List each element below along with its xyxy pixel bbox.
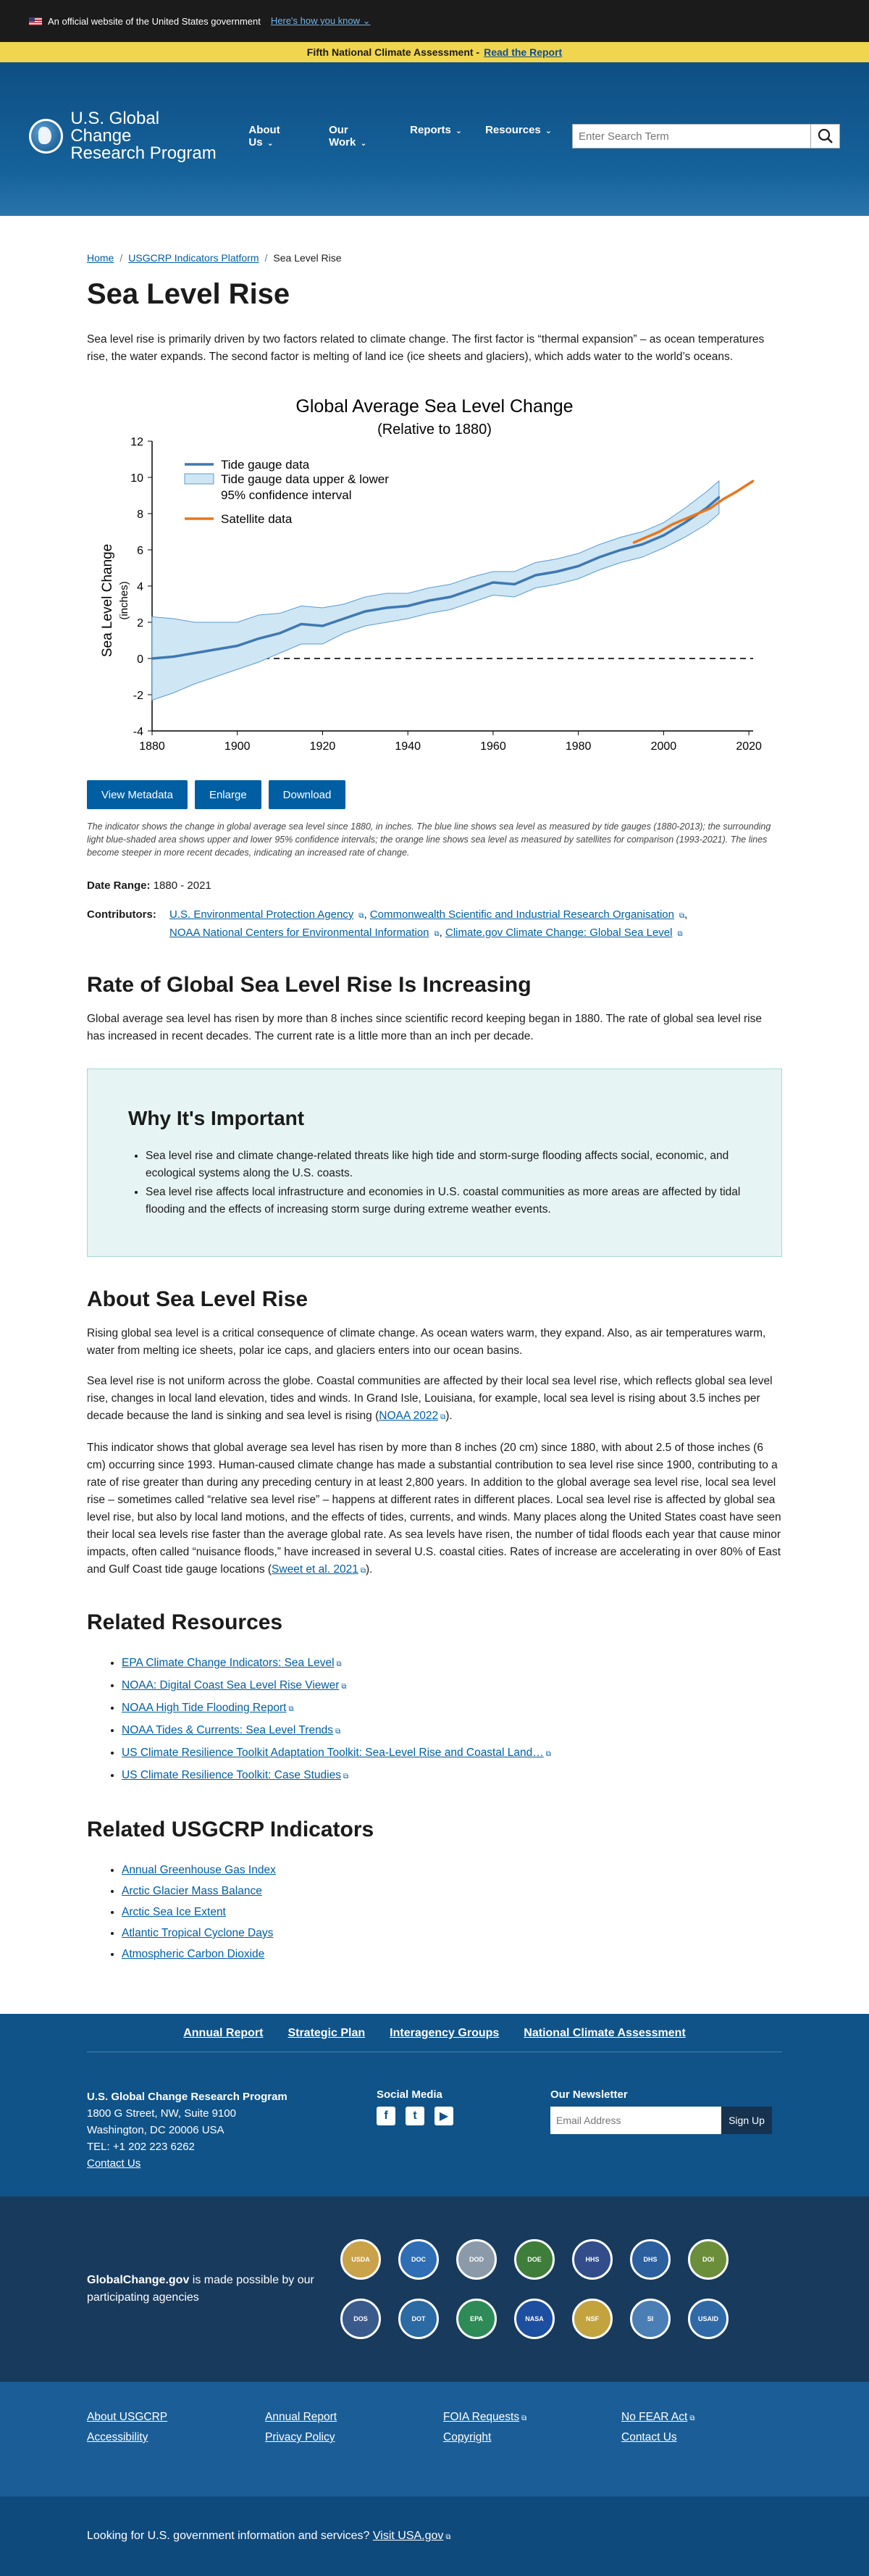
- contributor-ncei[interactable]: NOAA National Centers for Environmental Information: [169, 927, 429, 939]
- about-p2: Sea level rise is not uniform across the globe. Coastal communities are affected by their local sea level rise, which reflects global sea level rise, changes in local land elevation, tides and winds. In Grand Isle, Louisiana, for example, local sea level is rising about 3.5 inches per decade because the land is sinking and sea level is rising (NOAA 2022 ⧉).: [87, 1375, 773, 1422]
- breadcrumb-platform[interactable]: USGCRP Indicators Platform: [128, 252, 259, 264]
- nav-about-us[interactable]: About Us ⌄: [248, 124, 280, 149]
- tide-gauge-line-point: [450, 596, 452, 598]
- y-tick-label: -2: [133, 690, 143, 702]
- twitter-icon[interactable]: t: [406, 2107, 424, 2125]
- satellite-line-point: [684, 518, 686, 520]
- footer-nav-strategic-plan[interactable]: Strategic Plan: [287, 2027, 366, 2039]
- agency-seal-usaid[interactable]: USAID: [688, 2299, 729, 2339]
- download-button[interactable]: Download: [269, 780, 346, 809]
- sea-level-chart: [87, 383, 782, 774]
- satellite-line-point: [671, 524, 673, 526]
- resource-link[interactable]: NOAA: Digital Coast Sea Level Rise Viewer: [122, 1679, 340, 1691]
- agency-seal-nsf[interactable]: NSF: [572, 2299, 613, 2339]
- legend-label: Tide gauge data: [221, 458, 310, 472]
- agency-seal-dot[interactable]: DOT: [398, 2299, 439, 2339]
- legend-label: 95% confidence interval: [221, 488, 352, 502]
- footer-link-about[interactable]: About USGCRP: [87, 2411, 168, 2423]
- site-header: [0, 62, 869, 216]
- indicator-link[interactable]: Annual Greenhouse Gas Index: [122, 1864, 276, 1876]
- legend-label: Satellite data: [221, 512, 293, 526]
- agency-seal-usda[interactable]: USDA: [340, 2239, 381, 2280]
- related-resources-heading: Related Resources: [87, 1610, 283, 1634]
- tide-gauge-line-point: [385, 607, 387, 609]
- external-link-icon: ⧉: [434, 930, 440, 938]
- agency-seal-si[interactable]: SI: [630, 2299, 671, 2339]
- y-tick-label: 12: [130, 436, 143, 448]
- agency-seal-nasa[interactable]: NASA: [514, 2299, 555, 2339]
- about-p1: Rising global sea level is a critical consequence of climate change. As ocean waters warm, they expand. Also, as air temperatures warm, water from melting ice sheets, polar ice caps, and glaciers enters into our ocean basins.: [87, 1327, 766, 1357]
- read-report-link[interactable]: Read the Report: [484, 46, 563, 58]
- about-p3: This indicator shows that global average sea level has risen by more than 8 inches (20 cm) since 1880, with about 2.5 of those inches (6 cm) occurring since 1993. Human-caused climate change has made a substantial contribution to sea level rise since 1900, contributing to a rate of rise greater than during any preceding century in at least 2,800 years. In addition to the global average sea level rise, local sea level rise – sometimes called “relative sea level rise” – happens at different rates in different places. Local sea level rise is affected by global sea level rise, but also by local land motions, and the effects of tides, currents, and winds. Many places along the United States coast have seen their local sea levels rise faster than the average global rate. As sea levels have risen, the number of tidal floods each year that cause minor impacts, often called “nuisance floods,” have increased in several U.S. coastal cities. Rates of increase are accelerating in over 80% of East and Gulf Coast tide gauge locations (Sweet et al. 2021 ⧉).: [87, 1442, 781, 1576]
- y-tick-label: 6: [137, 545, 143, 557]
- footer-nav: [87, 2027, 782, 2052]
- usa-gov-link[interactable]: Visit USA.gov: [372, 2530, 444, 2542]
- chart-ylabel: Sea Level Change: [100, 543, 115, 658]
- newsletter-email-input[interactable]: [550, 2107, 721, 2134]
- footer-link-accessibility[interactable]: Accessibility: [87, 2431, 148, 2443]
- external-link-icon: ⧉: [341, 1683, 347, 1691]
- chevron-down-icon: ⌄: [266, 139, 274, 148]
- sweet-2021-link[interactable]: Sweet et al. 2021: [272, 1563, 358, 1576]
- made-possible-text: GlobalChange.gov is made possible by our participating agencies: [87, 2274, 314, 2304]
- chevron-down-icon: ⌄: [360, 139, 367, 148]
- related-indicators-heading: Related USGCRP Indicators: [87, 1818, 374, 1841]
- tide-gauge-line-point: [343, 618, 345, 620]
- external-link-icon: ⧉: [288, 1705, 294, 1713]
- youtube-icon[interactable]: ▶: [434, 2107, 453, 2125]
- indicator-link[interactable]: Arctic Glacier Mass Balance: [122, 1885, 262, 1897]
- chart-svg: [87, 383, 782, 774]
- external-link-icon: ⧉: [336, 1660, 342, 1668]
- external-link-icon: ⧉: [677, 930, 683, 938]
- footer-usa-gov: Looking for U.S. government information and services? Visit USA.gov ⧉: [0, 2496, 869, 2576]
- logo-line-2: Research Program: [70, 143, 217, 163]
- legend-swatch-band: [185, 474, 214, 484]
- y-tick-label: 4: [137, 581, 143, 593]
- tide-gauge-line-point: [172, 656, 175, 658]
- agency-seal-dos[interactable]: DOS: [340, 2299, 381, 2339]
- resource-link[interactable]: EPA Climate Change Indicators: Sea Level: [122, 1657, 335, 1669]
- footer-nav-nca[interactable]: National Climate Assessment: [524, 2027, 686, 2039]
- chevron-down-icon: ⌄: [545, 127, 552, 135]
- search-input[interactable]: [572, 124, 811, 149]
- tide-gauge-line-point: [428, 600, 430, 602]
- chart-ylabel-unit: (inches): [118, 581, 130, 620]
- y-tick-label: 2: [137, 617, 143, 630]
- satellite-line-point: [697, 513, 699, 515]
- satellite-line-point: [658, 531, 660, 533]
- main-nav: [248, 124, 552, 149]
- breadcrumb-home[interactable]: Home: [87, 252, 114, 264]
- footer-newsletter: Our Newsletter Email Address Sign Up: [550, 2088, 772, 2172]
- external-link-icon: ⧉: [679, 912, 685, 920]
- tide-gauge-line-point: [193, 652, 196, 654]
- tide-gauge-line-point: [577, 565, 579, 567]
- footer-social: Social Media f t ▶: [377, 2088, 550, 2172]
- gov-banner: [0, 0, 869, 42]
- tide-gauge-line-point: [301, 623, 303, 625]
- tide-gauge-line-point: [684, 522, 686, 524]
- tide-gauge-line-point: [364, 611, 366, 613]
- indicator-link[interactable]: Atlantic Tropical Cyclone Days: [122, 1927, 274, 1939]
- external-link-icon: ⧉: [689, 2414, 695, 2422]
- satellite-line-point: [645, 536, 647, 538]
- tide-gauge-line-point: [215, 648, 217, 651]
- x-tick-label: 1920: [309, 740, 336, 753]
- y-tick-label: 8: [137, 509, 143, 521]
- globe-logo-icon: [29, 119, 63, 154]
- external-link-icon: ⧉: [521, 2414, 527, 2422]
- page-title: Sea Level Rise: [87, 278, 290, 310]
- footer-agencies: [0, 2196, 869, 2382]
- intro-text: Sea level rise is primarily driven by two factors related to climate change. The first factor is “thermal expansion” – as ocean temperatures rise, the water expands. The second factor is melting of land ice (ice sheets and glaciers), which adds water to the world’s oceans.: [87, 333, 765, 363]
- footer-address: U.S. Global Change Research Program 1800 G Street, NW, Suite 9100 Washington, DC 20006 USA TEL: +1 202 223 6262 Contact Us: [87, 2091, 287, 2170]
- chart-caption: The indicator shows the change in global average sea level since 1880, in inches. The blue line shows sea level as measured by tide gauges (1880-2013); the surrounding light blue-shaded area shows upper and lower 95% confidence intervals; the orange line shows sea level as measured by satellites for comparison (1993-2021). The lines become steeper in more recent decades, indicating an increased rate of change.: [87, 821, 771, 858]
- usgcrp-logo[interactable]: [29, 110, 222, 162]
- breadcrumb-current: Sea Level Rise: [273, 252, 342, 264]
- agency-seal-doe[interactable]: DOE: [514, 2239, 555, 2280]
- chart-actions: [87, 780, 782, 809]
- why-heading: Why It's Important: [128, 1107, 305, 1129]
- agency-seals: [340, 2239, 729, 2339]
- footer-link-annual-report[interactable]: Annual Report: [265, 2411, 337, 2423]
- footer-main: [0, 2014, 869, 2196]
- chart-subtitle: (Relative to 1880): [377, 422, 492, 438]
- contributor-epa[interactable]: U.S. Environmental Protection Agency: [169, 908, 354, 921]
- tide-gauge-line-point: [236, 645, 238, 647]
- resource-link[interactable]: US Climate Resilience Toolkit: Case Studies: [122, 1769, 341, 1781]
- nav-our-work[interactable]: Our Work ⌄: [329, 124, 367, 149]
- tide-gauge-line-point: [718, 496, 720, 498]
- search-button[interactable]: [811, 124, 840, 149]
- satellite-line-point: [633, 542, 635, 544]
- agency-seal-doi[interactable]: DOI: [688, 2239, 729, 2280]
- x-tick-label: 1960: [480, 740, 506, 753]
- newsletter-signup-button[interactable]: Sign Up: [721, 2107, 772, 2134]
- tide-gauge-line-point: [492, 582, 494, 584]
- footer-org-name: U.S. Global Change Research Program: [87, 2091, 287, 2103]
- tide-gauge-line-point: [556, 571, 558, 573]
- x-tick-label: 1940: [395, 740, 421, 753]
- rate-text: Global average sea level has risen by more than 8 inches since scientific record keeping began in 1880. The rate of global sea level rise has increased in recent decades. The current rate is a little more than an inch per decade.: [87, 1013, 762, 1042]
- contributors: Contributors: U.S. Environmental Protection Agency ⧉, Commonwealth Scientific and Industrial Research Organisation ⧉, NOAA National Centers for Environmental Information ⧉, Climate.gov Climate Change: Global Sea Level ⧉: [87, 906, 782, 942]
- agency-seal-epa[interactable]: EPA: [456, 2299, 497, 2339]
- footer-link-no-fear[interactable]: No FEAR Act: [621, 2411, 688, 2423]
- enlarge-button[interactable]: Enlarge: [195, 780, 261, 809]
- main-content: [87, 216, 782, 1965]
- noaa-2022-link[interactable]: NOAA 2022: [379, 1410, 439, 1422]
- footer-nav-interagency-groups[interactable]: Interagency Groups: [390, 2027, 500, 2039]
- tide-gauge-line-point: [534, 574, 537, 577]
- chart-title: Global Average Sea Level Change: [295, 396, 574, 417]
- tide-gauge-line-point: [151, 658, 154, 660]
- agency-seal-dod[interactable]: DOD: [456, 2239, 497, 2280]
- x-tick-label: 1880: [139, 740, 165, 753]
- footer-contact-link[interactable]: Contact Us: [87, 2157, 141, 2170]
- tide-gauge-line-point: [513, 583, 516, 585]
- tide-gauge-line-point: [279, 632, 281, 635]
- y-tick-label: -4: [133, 726, 143, 738]
- indicator-link[interactable]: Atmospheric Carbon Dioxide: [122, 1948, 265, 1960]
- resource-link[interactable]: US Climate Resilience Toolkit Adaptation Toolkit: Sea-Level Rise and Coastal Land…: [122, 1747, 544, 1759]
- y-tick-label: 0: [137, 653, 143, 666]
- breadcrumb: Home / USGCRP Indicators Platform / Sea Level Rise: [87, 252, 342, 264]
- chevron-down-icon: ⌄: [455, 127, 463, 135]
- facebook-icon[interactable]: f: [377, 2107, 395, 2125]
- related-indicators-list: [87, 1860, 782, 1965]
- footer-links: [0, 2382, 869, 2496]
- view-metadata-button[interactable]: View Metadata: [87, 780, 188, 809]
- footer-nav-annual-report[interactable]: Annual Report: [183, 2027, 264, 2039]
- alert-text: Fifth National Climate Assessment -: [306, 46, 480, 58]
- logo-line-1: U.S. Global Change: [70, 109, 160, 146]
- tide-gauge-line-point: [407, 605, 409, 607]
- contributor-csiro[interactable]: Commonwealth Scientific and Industrial Research Organisation: [369, 908, 674, 921]
- us-flag-icon: [29, 17, 42, 25]
- tide-gauge-line-point: [663, 535, 665, 537]
- date-range: Date Range: 1880 - 2021: [87, 879, 211, 892]
- x-tick-label: 1900: [224, 740, 251, 753]
- agency-seal-hhs[interactable]: HHS: [572, 2239, 613, 2280]
- legend-label: Tide gauge data upper & lower: [221, 472, 389, 486]
- y-tick-label: 10: [130, 472, 143, 485]
- x-tick-label: 2000: [650, 740, 677, 753]
- resource-link[interactable]: NOAA High Tide Flooding Report: [122, 1702, 287, 1714]
- agency-seal-doc[interactable]: DOC: [398, 2239, 439, 2280]
- contributor-climate-gov[interactable]: Climate.gov Climate Change: Global Sea Level: [445, 927, 673, 939]
- external-link-icon: ⧉: [343, 1773, 349, 1781]
- satellite-line-point: [710, 507, 712, 509]
- indicator-link[interactable]: Arctic Sea Ice Extent: [122, 1906, 226, 1918]
- satellite-line-point: [722, 498, 724, 501]
- x-tick-label: 1980: [565, 740, 592, 753]
- external-link-icon: ⧉: [335, 1728, 341, 1736]
- footer-link-copyright[interactable]: Copyright: [443, 2431, 492, 2443]
- related-resources-list: [87, 1652, 782, 1787]
- tide-gauge-line-point: [258, 637, 260, 640]
- satellite-line-point: [752, 480, 755, 482]
- why-item: • Sea level rise and climate change-related threats like high tide and storm-surge flooding affects social, economic, and ecological systems along the U.S. coasts.: [146, 1147, 741, 1182]
- nca5-alert: [0, 42, 869, 62]
- nav-reports[interactable]: Reports ⌄: [410, 124, 463, 136]
- resource-link[interactable]: NOAA Tides & Currents: Sea Level Trends: [122, 1724, 334, 1736]
- why-item: • Sea level rise affects local infrastructure and economies in U.S. coastal communities as more areas are affected by tidal flooding and the effects of increasing storm surge during extreme weather events.: [146, 1184, 741, 1218]
- gov-banner-text: An official website of the United States government: [48, 15, 261, 27]
- site-search: [572, 124, 840, 149]
- footer-link-foia[interactable]: FOIA Requests: [443, 2411, 520, 2423]
- external-link-icon: ⧉: [440, 1413, 446, 1421]
- footer-link-contact[interactable]: Contact Us: [621, 2431, 677, 2443]
- external-link-icon: ⧉: [360, 1567, 366, 1575]
- external-link-icon: ⧉: [445, 2533, 451, 2541]
- rate-heading: Rate of Global Sea Level Rise Is Increasing: [87, 973, 532, 997]
- why-important-box: [87, 1069, 782, 1257]
- search-icon: [818, 128, 834, 144]
- contributors-label: Contributors:: [87, 908, 156, 921]
- external-link-icon: ⧉: [545, 1750, 551, 1758]
- about-heading: About Sea Level Rise: [87, 1287, 308, 1311]
- tide-gauge-line-point: [471, 589, 473, 591]
- agency-seal-dhs[interactable]: DHS: [630, 2239, 671, 2280]
- satellite-line-point: [735, 491, 737, 493]
- tide-gauge-line-point: [599, 556, 601, 559]
- heres-how-you-know-link[interactable]: Here's how you know ⌄: [270, 15, 371, 26]
- nav-resources[interactable]: Resources ⌄: [485, 124, 552, 136]
- x-tick-label: 2020: [736, 740, 762, 753]
- tide-gauge-line-point: [322, 625, 324, 627]
- tide-gauge-line-point: [620, 549, 622, 551]
- footer-link-privacy[interactable]: Privacy Policy: [265, 2431, 335, 2443]
- tide-gauge-line-point: [641, 543, 643, 545]
- external-link-icon: ⧉: [358, 912, 364, 920]
